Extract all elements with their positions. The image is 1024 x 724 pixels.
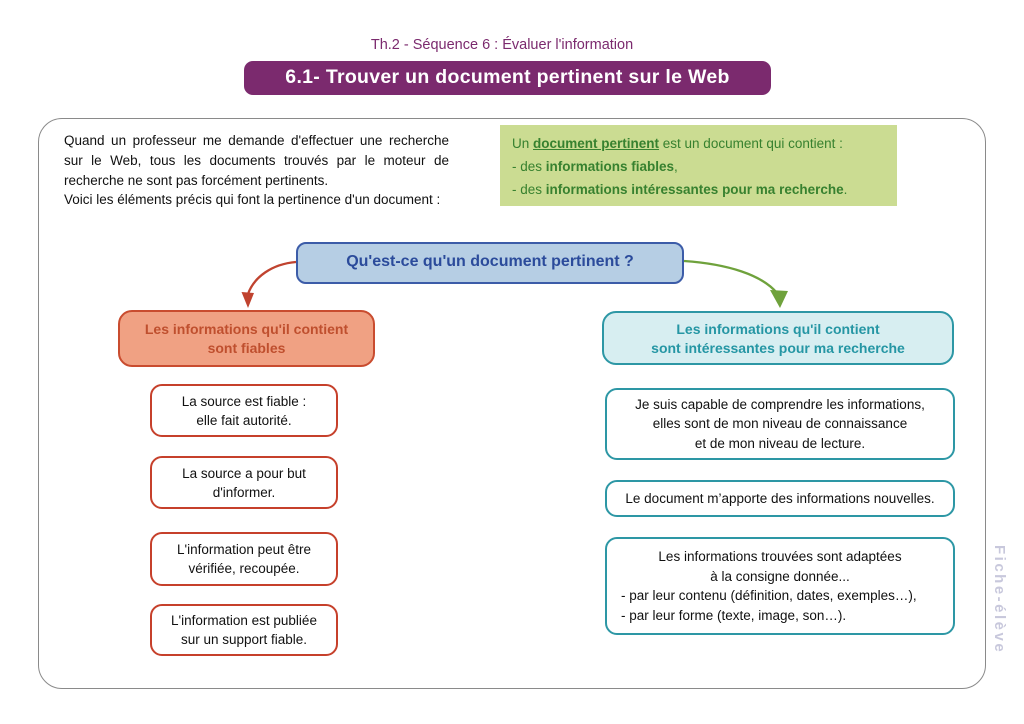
page-subtitle: Th.2 - Séquence 6 : Évaluer l'information <box>370 37 634 53</box>
left-item-verifiable <box>150 532 338 586</box>
definition-item <box>512 155 885 178</box>
item-line: à la consigne donnée... <box>710 568 850 584</box>
item-line: L'information peut être <box>177 542 311 557</box>
left-item-but-informer <box>150 456 338 509</box>
right-branch-header-line1: Les informations qu'il contient <box>676 321 880 337</box>
item-line: Le document m’apporte des informations nouvelles. <box>625 490 935 506</box>
item-line: elle fait autorité. <box>196 412 292 428</box>
item-line: elles sont de mon niveau de connaissance <box>652 416 908 432</box>
right-item-comprehension <box>605 388 955 460</box>
intro-paragraph: Quand un professeur me demande d'effectuer une recherche sur le Web, tous les documents trouvés par le moteur de recherche ne sont pas forcément pertinents. <box>64 133 449 188</box>
definition-item-prefix: - des <box>512 182 546 197</box>
item-line: sur un support fiable. <box>180 632 308 647</box>
definition-item-bold: informations fiables <box>545 159 675 174</box>
item-line: et de mon niveau de lecture. <box>694 435 866 451</box>
root-question-node: Qu'est-ce qu'un document pertinent ? <box>296 242 684 284</box>
right-branch-header-line2: sont intéressantes pour ma recherche <box>651 340 905 356</box>
definition-line <box>512 132 885 155</box>
definition-term: document pertinent <box>533 136 660 151</box>
left-branch-header-line2: sont fiables <box>207 340 286 356</box>
item-line: La source a pour but <box>182 465 306 481</box>
left-branch-header <box>118 310 375 367</box>
page-title: 6.1- Trouver un document pertinent sur le Web <box>244 61 771 95</box>
item-line: - par leur contenu (définition, dates, exemples…), <box>621 588 917 603</box>
definition-prefix: Un <box>512 136 534 151</box>
right-item-adaptees <box>605 537 955 635</box>
intro-lead-in: Voici les éléments précis qui font la pertinence d'un document : <box>64 192 441 207</box>
definition-suffix: est un document qui contient : <box>659 136 843 151</box>
definition-box <box>500 125 897 206</box>
definition-item <box>512 178 885 201</box>
item-line: - par leur forme (texte, image, son…). <box>621 607 847 623</box>
item-line: Je suis capable de comprendre les informations, <box>635 396 925 412</box>
left-branch-header-line1: Les informations qu'il contient <box>144 321 349 337</box>
item-line: d'informer. <box>212 484 276 500</box>
definition-item-suffix: . <box>843 182 848 197</box>
right-item-nouvelles <box>605 480 955 517</box>
item-line: Les informations trouvées sont adaptées <box>658 549 902 564</box>
right-branch-header <box>602 311 954 365</box>
definition-item-prefix: - des <box>512 159 546 174</box>
left-item-source-fiable <box>150 384 338 437</box>
definition-item-suffix: , <box>674 159 678 174</box>
definition-item-bold: informations intéressantes pour ma recherche <box>545 182 844 197</box>
item-line: L'information est publiée <box>171 613 317 628</box>
item-line: vérifiée, recoupée. <box>188 561 300 576</box>
item-line: La source est fiable : <box>181 393 307 409</box>
sheet-type-label: Fiche-élève <box>991 545 1008 655</box>
left-item-support-fiable <box>150 604 338 656</box>
